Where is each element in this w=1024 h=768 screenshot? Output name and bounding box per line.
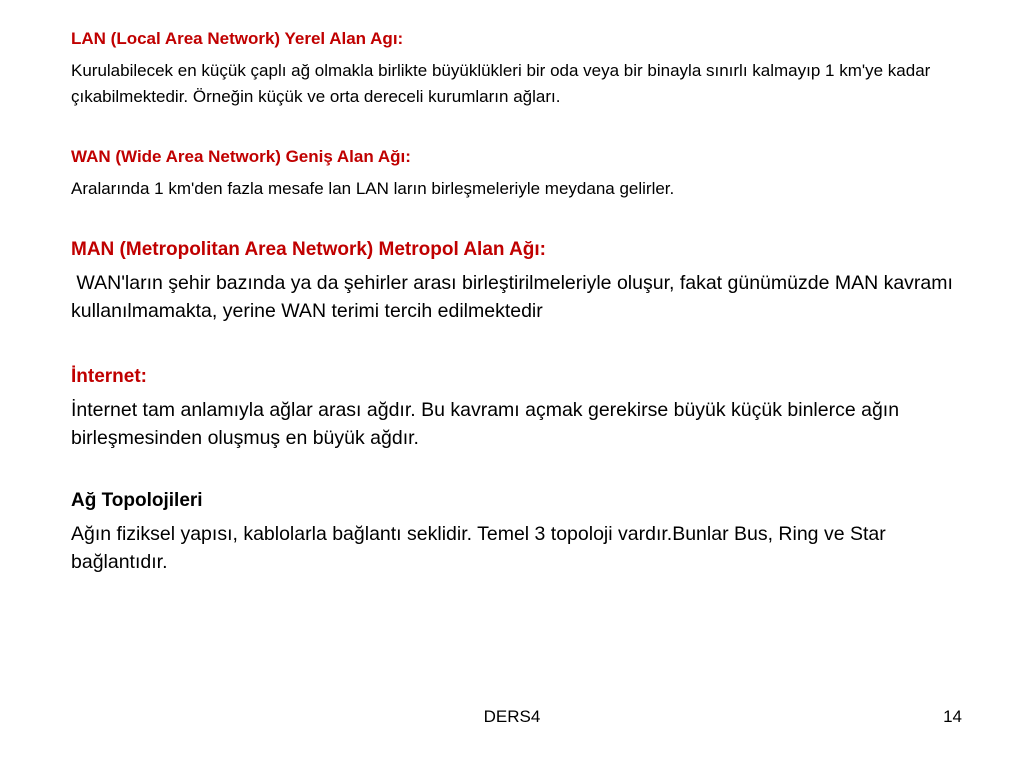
man-description: WAN'ların şehir bazında ya da şehirler arası birleştirilmeleriyle oluşur, fakat günümüzde MAN kavramı kullanılmamakta, yerine WAN terimi tercih edilmektedir (71, 272, 959, 322)
footer-title: DERS4 (483, 707, 541, 726)
internet-description: İnternet tam anlamıyla ağlar arası ağdır. Bu kavramı açmak gerekirse büyük küçük binlerce ağın birleşmesinden oluşmuş en büyük ağdır. (71, 399, 900, 449)
man-heading: MAN (Metropolitan Area Network) Metropol Alan Ağı: (71, 239, 546, 260)
topologies-heading: Ağ Topolojileri (71, 490, 203, 511)
wan-heading: WAN (Wide Area Network) Geniş Alan Ağı: (71, 147, 411, 166)
internet-heading: İnternet: (71, 366, 147, 387)
lan-heading: LAN (Local Area Network) Yerel Alan Agı: (71, 29, 404, 48)
page-number: 14 (943, 707, 962, 726)
topologies-description: Ağın fiziksel yapısı, kablolarla bağlantı seklidir. Temel 3 topoloji vardır.Bunlar Bus, Ring ve Star bağlantıdır. (71, 523, 886, 573)
wan-description: Aralarında 1 km'den fazla mesafe lan LAN ların birleşmeleriyle meydana gelirler. (71, 179, 675, 198)
lan-description: Kurulabilecek en küçük çaplı ağ olmakla birlikte büyüklükleri bir oda veya bir binayla sınırlı kalmayıp 1 km'ye kadar çıkabilmektedir. Örneğin küçük ve orta dereceli kurumların ağları. (71, 61, 931, 106)
